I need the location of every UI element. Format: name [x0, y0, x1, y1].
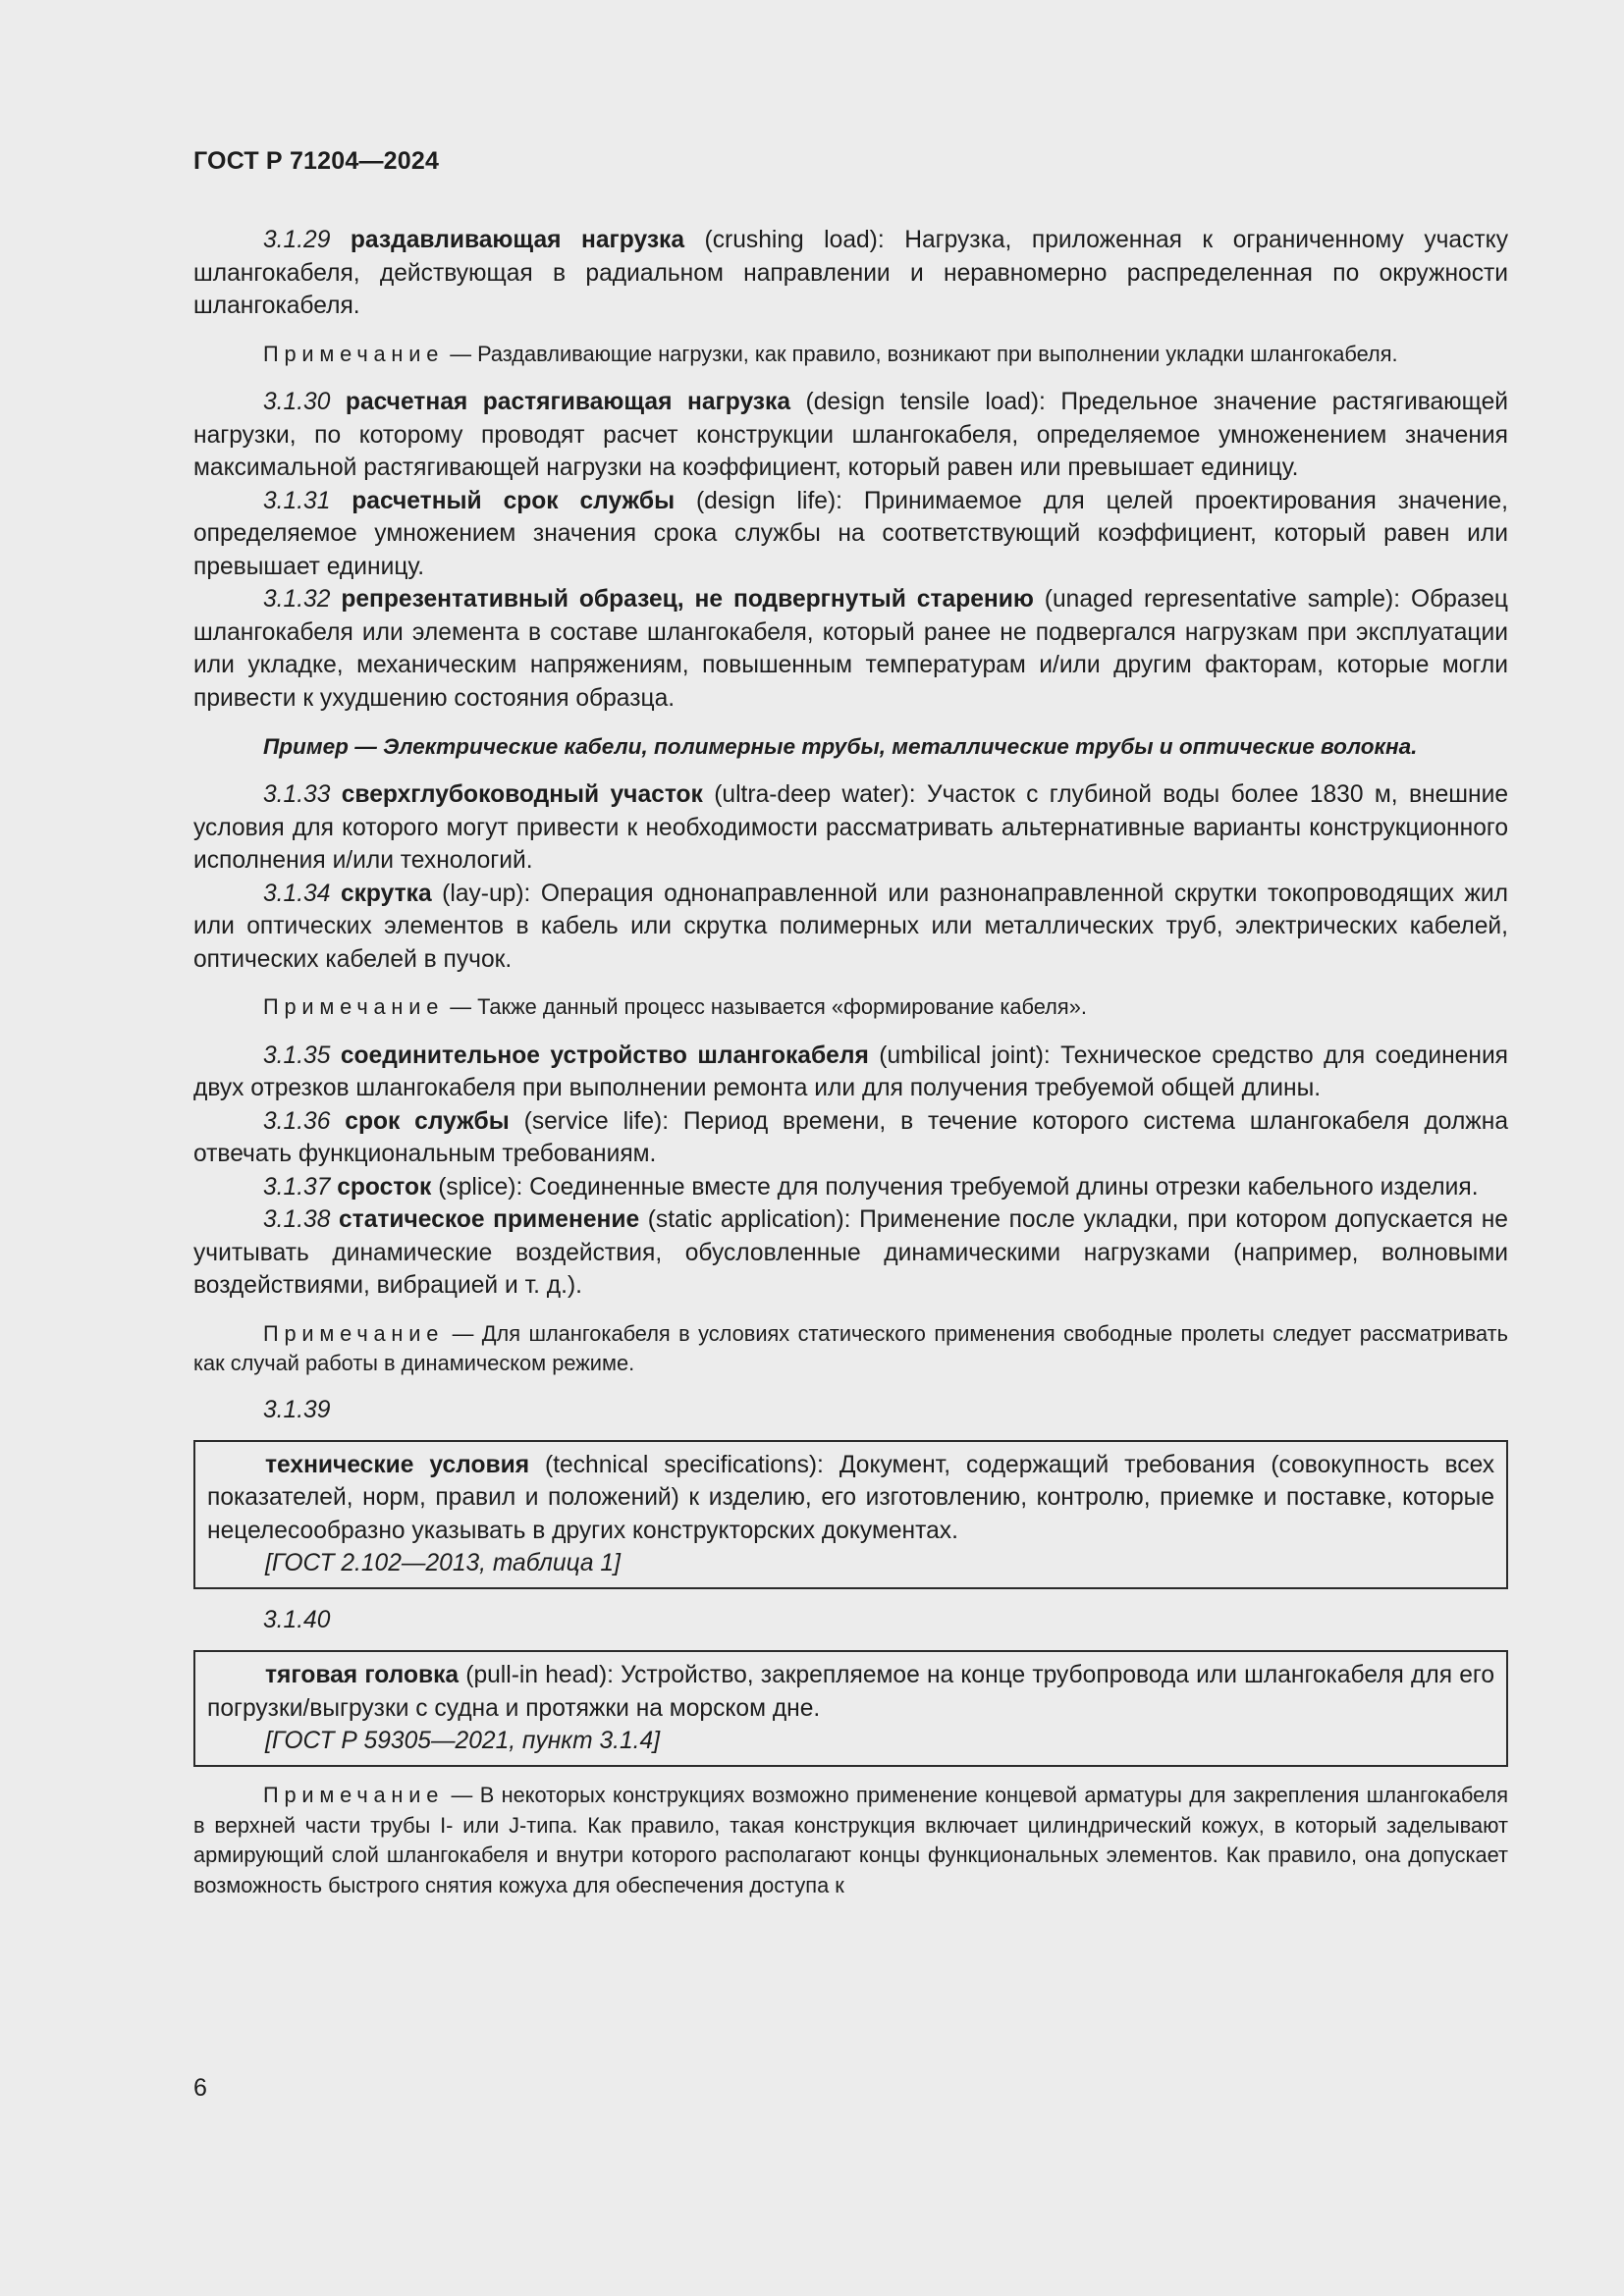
term-number: 3.1.29	[263, 227, 331, 253]
term-number: 3.1.31	[263, 487, 331, 514]
note-3-1-34	[193, 992, 1508, 1023]
note-3-1-40	[193, 1781, 1508, 1900]
term-definition: (design tensile load): Предельное значение растягивающей нагрузки, по которому проводят расчет конструкции шлангокабеля, определяемое умноженением значения максимальной растягивающей нагрузки на коэффициент, который равен или превышает единицу.	[193, 389, 1508, 481]
term-definition: (umbilical joint): Техническое средство для соединения двух отрезков шлангокабеля при выполнении ремонта или для получения требуемой общей длины.	[193, 1041, 1508, 1101]
document-designation: ГОСТ Р 71204—2024	[193, 147, 440, 175]
term-name: скрутка	[340, 880, 432, 907]
term-3-1-35	[193, 1040, 1508, 1105]
term-3-1-39-reference: [ГОСТ 2.102—2013, таблица 1]	[265, 1550, 621, 1576]
term-3-1-40	[207, 1659, 1494, 1725]
term-name: тяговая головка	[265, 1662, 460, 1688]
note-3-1-29	[193, 340, 1508, 370]
term-3-1-31	[193, 485, 1508, 584]
term-3-1-40-number: 3.1.40	[263, 1607, 331, 1633]
note-text: В некоторых конструкциях возможно применение концевой арматуры для закрепления шлангокабеля в верхней части трубы I- или J-типа. Как правило, такая конструкция включает цилиндрический кожух, в который заделывают армирующий слой шлангокабеля и внутри которого располагают концы функциональных элементов. Как правило, она допускает возможность быстрого снятия кожуха для обеспечения доступа к	[193, 1783, 1509, 1897]
term-definition: (static application): Применение после укладки, при котором допускается не учитывать динамические воздействия, обусловленные динамическими нагрузками (например, волновыми воздействиями, вибрацией и т. д.).	[193, 1206, 1508, 1299]
note-3-1-38	[193, 1319, 1508, 1379]
note-text: Для шлангокабеля в условиях статического применения свободные пролеты следует рассматривать как случай работы в динамическом режиме.	[193, 1320, 1508, 1375]
term-3-1-34	[193, 878, 1508, 977]
term-definition: (service life): Период времени, в течение которого система шлангокабеля должна отвечать функциональным требованиям.	[193, 1107, 1509, 1167]
term-number: 3.1.30	[263, 389, 331, 415]
term-definition: (unaged representative sample): Образец шлангокабеля или элемента в составе шлангокабеля, который ранее не подвергался нагрузкам при эксплуатации или укладке, механическим напряжениям, повышенным температурам и/или другим факторам, которые могли привести к ухудшению состояния образца.	[193, 586, 1508, 712]
note-label: Примечание	[263, 1783, 445, 1807]
term-name: соединительное устройство шлангокабеля	[340, 1041, 869, 1069]
term-number: 3.1.33	[263, 781, 331, 808]
term-3-1-39-box	[193, 1440, 1508, 1590]
note-dash: —	[452, 1320, 474, 1346]
term-name: раздавливающая нагрузка	[350, 227, 685, 253]
term-number: 3.1.36	[263, 1107, 331, 1135]
term-definition: (lay-up): Операция однонаправленной или разнонаправленной скрутки токопроводящих жил или оптических элементов в кабель или скрутка полимерных или металлических труб, электрических кабелей, оптических кабелей в пучок.	[193, 880, 1508, 973]
term-3-1-39-number: 3.1.39	[263, 1396, 331, 1423]
term-3-1-37	[193, 1171, 1508, 1204]
term-name: репрезентативный образец, не подвергнутый старению	[341, 586, 1034, 613]
term-number: 3.1.32	[263, 586, 331, 613]
term-name: расчетный срок службы	[352, 487, 676, 514]
term-3-1-38	[193, 1203, 1508, 1303]
example-3-1-32: Пример — Электрические кабели, полимерные трубы, металлические трубы и оптические волокна.	[263, 734, 1418, 759]
term-3-1-33	[193, 778, 1508, 878]
note-text: Раздавливающие нагрузки, как правило, возникают при выполнении укладки шлангокабеля.	[477, 341, 1398, 366]
term-3-1-30	[193, 386, 1508, 485]
term-3-1-39	[207, 1449, 1494, 1548]
term-definition: (splice): Соединенные вместе для получения требуемой длины отрезки кабельного изделия.	[431, 1173, 1479, 1201]
term-definition: (technical specifications): Документ, содержащий требования (совокупность всех показателей, норм, правил и положений) к изделию, его изготовлению, контролю, приемке и поставке, которые нецелесообразно указывать в других конструкторских документах.	[207, 1451, 1495, 1544]
term-3-1-36	[193, 1105, 1508, 1171]
term-3-1-32	[193, 583, 1508, 715]
term-definition: (design life): Принимаемое для целей проектирования значение, определяемое умножением значения срока службы на соответствующий коэффициент, который равен или превышает единицу.	[193, 487, 1508, 580]
term-number: 3.1.38	[263, 1206, 331, 1233]
note-label: Примечание	[263, 341, 445, 366]
term-definition: (pull-in head): Устройство, закрепляемое на конце трубопровода или шлангокабеля для его погрузки/выгрузки с судна и протяжки на морском дне.	[207, 1662, 1495, 1722]
term-name: сросток	[337, 1173, 432, 1201]
term-number: 3.1.35	[263, 1041, 331, 1069]
term-name: расчетная растягивающая нагрузка	[345, 389, 791, 415]
note-text: Также данный процесс называется «формирование кабеля».	[477, 994, 1087, 1019]
note-dash: —	[451, 1783, 473, 1807]
note-dash: —	[450, 341, 472, 366]
term-3-1-29	[193, 224, 1508, 323]
term-3-1-40-box	[193, 1650, 1508, 1767]
note-label: Примечание	[263, 994, 445, 1019]
term-name: технические условия	[265, 1451, 530, 1478]
term-3-1-40-reference: [ГОСТ Р 59305—2021, пункт 3.1.4]	[265, 1728, 661, 1754]
term-number: 3.1.37	[263, 1173, 331, 1201]
term-definition: (ultra-deep water): Участок с глубиной воды более 1830 м, внешние условия для которого могут привести к необходимости рассматривать альтернативные варианты конструкционного исполнения и/или технологий.	[193, 781, 1508, 874]
page-number: 6	[193, 2074, 207, 2102]
term-number: 3.1.34	[263, 880, 331, 907]
term-name: срок службы	[345, 1107, 510, 1135]
note-dash: —	[450, 994, 472, 1019]
document-body	[193, 224, 1508, 1900]
term-name: сверхглубоководный участок	[341, 781, 703, 808]
note-label: Примечание	[263, 1320, 445, 1346]
term-name: статическое применение	[338, 1206, 640, 1233]
term-definition: (crushing load): Нагрузка, приложенная к ограниченному участку шлангокабеля, действующая в радиальном направлении и неравномерно распределенная по окружности шлангокабеля.	[193, 227, 1509, 319]
